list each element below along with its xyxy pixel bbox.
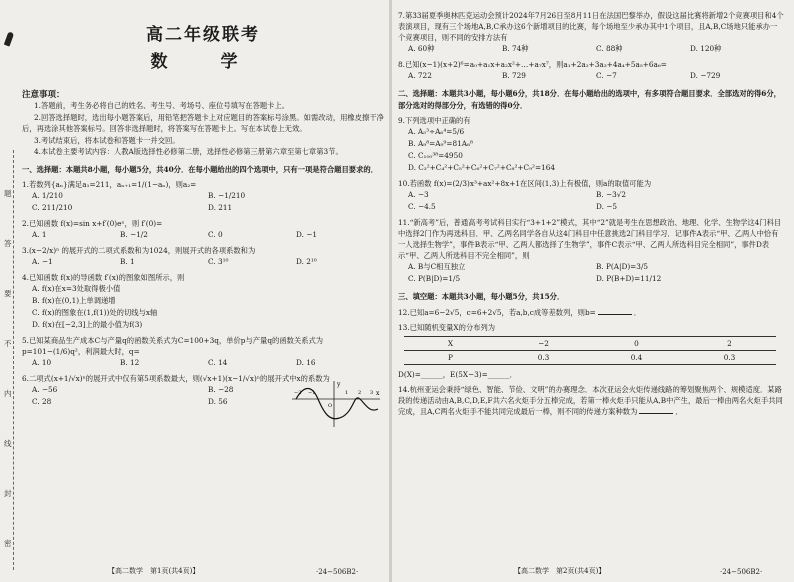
answer-option: B. −1/210 bbox=[208, 191, 246, 200]
margin-char: 要 bbox=[4, 289, 12, 298]
question-stem: 2.已知函数 f(x)=sin x+f′(0)eˣ，则 f′(0)= bbox=[22, 219, 163, 228]
note-item: 3.考试结束后，将本试卷和答题卡一并交回。 bbox=[34, 135, 180, 145]
table-row bbox=[404, 336, 776, 350]
table-cell: 2 bbox=[683, 336, 776, 350]
option-list bbox=[398, 189, 784, 213]
table-cell: 0.3 bbox=[497, 350, 590, 364]
answer-option: B. A₉⁸=A₉⁹=81A₈⁸ bbox=[408, 139, 473, 148]
note-item: 2.回答选择题时，选出每小题答案后，用铅笔把答题卡上对应题目的答案标号涂黑。如需改动，用橡皮擦干净后，再选涂其他答案标号。回答非选择题时，将答案写在答题卡上。写在本试卷上无效。 bbox=[22, 112, 384, 133]
answer-option: D. −729 bbox=[690, 71, 721, 80]
answer-option: A. f(x)在x=3处取得极小值 bbox=[32, 284, 121, 293]
margin-char: 答 bbox=[4, 239, 12, 248]
question-13-blanks: D(X)=______，E(5X−3)=______． bbox=[398, 369, 517, 379]
question-stem: 4.已知函数 f(x)的导函数 f′(x)的图象如图所示，则 bbox=[22, 273, 185, 282]
answer-option: B. P(A|D)=3/5 bbox=[596, 262, 649, 271]
page-1 bbox=[22, 6, 384, 578]
tick-label: 3 bbox=[370, 390, 374, 396]
exam-title: 高二年级联考 bbox=[146, 25, 260, 45]
binding-margin bbox=[1, 150, 17, 570]
answer-option: B. −28 bbox=[208, 385, 234, 394]
margin-char: 线 bbox=[4, 439, 12, 448]
distribution-table bbox=[404, 336, 776, 365]
table-cell: P bbox=[404, 350, 497, 364]
answer-option: A. 1 bbox=[32, 230, 47, 239]
question-stem: 5.已知某商品生产成本C与产量q的函数关系式为C=100+3q，单价p与产量q的函数关系式为p=101−(1/6)q²，利润最大时，q= bbox=[22, 336, 324, 356]
answer-option: C. P(B|D)=1/5 bbox=[408, 274, 461, 283]
option-list bbox=[22, 283, 272, 331]
answer-option: C. −4.5 bbox=[408, 202, 436, 211]
question-stem: 1.若数列{aₙ}满足a₁=211，aₙ₊₁=1/(1−aₙ)，则a₂= bbox=[22, 180, 197, 189]
derivative-graph bbox=[290, 379, 382, 429]
page-footer: 【高二数学 第1页(共4页)】 bbox=[108, 567, 200, 575]
option-list bbox=[22, 190, 384, 214]
answer-option: C. C₁₀₀³⁸=4950 bbox=[408, 151, 463, 160]
option-list bbox=[398, 43, 784, 55]
answer-option: A. 10 bbox=[32, 358, 52, 367]
question-14: 14.杭州亚运会秉持“绿色、智能、节俭、文明”的办赛理念．本次亚运会火炬传递线路的筹划聚焦两个、规模适度．某路段的传递活动由A,B,C,D,E,F共六名火炬手分五棒完成，若第一棒火炬手只能从A,B中产生，最后一棒由两名火炬手共同完成，且A,C两名火炬手不能共同完成最后一棒，则不同的传递方案种数为 ． bbox=[398, 384, 783, 416]
table-cell: 0.4 bbox=[590, 350, 683, 364]
answer-option: A. 722 bbox=[408, 71, 432, 80]
page-fold bbox=[389, 0, 392, 582]
answer-option: C. f(x)的图象在(1,f(1))处的切线与x轴 bbox=[32, 308, 158, 317]
question-stem: 10.若函数 f(x)=(2/3)x³+ax²+8x+1在区间(1,3)上有极值，则a的取值可能为 bbox=[398, 179, 652, 188]
answer-option: C. −7 bbox=[596, 71, 617, 80]
question-list bbox=[398, 10, 784, 82]
axis-label-y: y bbox=[337, 381, 341, 388]
answer-option: B. 1 bbox=[120, 257, 135, 266]
margin-char: 密 bbox=[4, 539, 12, 548]
tick-label: 1 bbox=[345, 390, 349, 396]
punch-mark bbox=[4, 31, 14, 46]
answer-option: D. −1 bbox=[296, 230, 317, 239]
answer-option: C. 211/210 bbox=[32, 203, 73, 212]
option-list bbox=[22, 357, 384, 369]
question-stem: 11.“新高考”后，普通高考考试科目实行“3+1+2”模式，其中“2”就是考生在思想政治、地理、化学、生物学这4门科目中选择2门作为再选科目．甲、乙两名同学各自从这4门科目中任意挑选2门科目学习．记事件A表示“甲、乙两人中恰有一人选择生物学”，事件B表示“甲、乙两人都选择了生物学”，事件C表示“甲、乙两人所选科目完全相同”，事件D表示“甲、乙两人所选科目不完全相同”，则 bbox=[398, 218, 782, 260]
page-code: ·24−506B2· bbox=[316, 568, 359, 576]
margin-char: 不 bbox=[4, 339, 12, 348]
option-list bbox=[22, 229, 384, 241]
table-cell: 0 bbox=[590, 336, 683, 350]
margin-char: 内 bbox=[4, 389, 12, 398]
answer-option: C. 88种 bbox=[596, 44, 623, 53]
answer-option: D. C₃²+C₄²+C₅²+C₆²+C₇²+C₈²+C₉²=164 bbox=[408, 163, 555, 172]
question-12: 12.已知a=6−2√5，c=6+2√5，若a,b,c成等差数列，则b= ． bbox=[398, 307, 642, 317]
axis-label-x: x bbox=[376, 390, 380, 397]
answer-option: D. 2¹⁰ bbox=[296, 257, 317, 266]
table-cell: 0.3 bbox=[683, 350, 776, 364]
answer-option: A. −56 bbox=[32, 385, 58, 394]
section-3-heading: 三、填空题：本题共3小题，每小题5分，共15分． bbox=[398, 292, 565, 301]
question-text: 12.已知a=6−2√5，c=6+2√5，若a,b,c成等差数列，则b= bbox=[398, 307, 596, 317]
answer-option: C. 3¹⁰ bbox=[208, 257, 229, 266]
answer-option: A. 1/210 bbox=[32, 191, 63, 200]
option-list bbox=[398, 70, 784, 82]
question-stem: 7.第33届夏季奥林匹克运动会预计2024年7月26日至8月11日在法国巴黎举办，假设这届比赛将新增2个竞赛项目和4个表演项目，现有三个场地A,B,C承办这6个新增项目的比赛，每个场地至少承办其中1个项目，且A,B,C场地只能承办一个竞赛项目，则不同的安排方法有 bbox=[398, 11, 784, 42]
answer-option: B. f(x)在(0,1)上单调递增 bbox=[32, 296, 116, 305]
section-2-heading: 二、选择题：本题共3小题，每小题6分，共18分．在每小题给出的选项中，有多项符合题目要求．全部选对的得6分，部分选对的得部分分，有选错的得0分． bbox=[398, 89, 781, 110]
table-cell: −2 bbox=[497, 336, 590, 350]
answer-option: B. 12 bbox=[120, 358, 140, 367]
answer-option: D. 56 bbox=[208, 397, 228, 406]
question-stem: 6.二项式(x+1/√x)ⁿ的展开式中仅有第5项系数最大，则(√x+1)(x−1/√x)ⁿ的展开式中x的系数为 bbox=[22, 374, 330, 383]
note-item: 1.答题前，考生务必将自己的姓名、考生号、考场号、座位号填写在答题卡上。 bbox=[34, 101, 290, 110]
answer-option: A. −3 bbox=[408, 190, 429, 199]
answer-option: D. 16 bbox=[296, 358, 316, 367]
tick-label: O bbox=[328, 403, 333, 409]
answer-option: D. 211 bbox=[208, 203, 233, 212]
page-footer: 【高二数学 第2页(共4页)】 bbox=[514, 567, 606, 575]
answer-option: D. 120种 bbox=[690, 44, 722, 53]
question-text: 14.杭州亚运会秉持“绿色、智能、节俭、文明”的办赛理念．本次亚运会火炬传递线路的筹划聚焦两个、规模适度．某路段的传递活动由A,B,C,D,E,F共六名火炬手分五棒完成，若第一棒火炬手只能从A,B中产生，最后一棒由两名火炬手共同完成，且A,C两名火炬手不能共同完成最后一棒，则不同的传递方案种数为 bbox=[398, 384, 783, 416]
answer-option: B. −1/2 bbox=[120, 230, 148, 239]
question-stem: 8.已知(x−1)(x+2)⁶=a₀+a₁x+a₂x²+…+a₇x⁷，则a₁+2a₂+3a₃+4a₄+5a₅+6a₆= bbox=[398, 60, 667, 69]
page-2 bbox=[398, 6, 784, 578]
notes-heading: 注意事项： bbox=[22, 90, 65, 100]
answer-option: A. 60种 bbox=[408, 44, 435, 53]
page-code: ·24−506B2· bbox=[720, 568, 763, 576]
answer-option: C. 28 bbox=[32, 397, 52, 406]
option-list bbox=[398, 261, 784, 285]
option-list bbox=[398, 126, 784, 174]
margin-char: 封 bbox=[4, 489, 12, 498]
answer-option: B. 74种 bbox=[502, 44, 529, 53]
question-13: 13.已知随机变量X的分布列为 bbox=[398, 322, 496, 332]
note-item: 4.本试卷主要考试内容：人教A版选择性必修第二册，选择性必修第三册第六章至第七章第3节。 bbox=[34, 147, 343, 156]
answer-blank bbox=[639, 413, 673, 414]
tick-label: 2 bbox=[358, 390, 362, 396]
question-list bbox=[22, 179, 384, 408]
answer-option: B. 729 bbox=[502, 71, 526, 80]
option-list bbox=[22, 256, 384, 268]
question-list bbox=[398, 115, 784, 285]
answer-option: D. P(B+D)=11/12 bbox=[596, 274, 662, 283]
answer-option: B. −3√2 bbox=[596, 190, 627, 199]
answer-option: A. −1 bbox=[32, 257, 53, 266]
exam-subject: 数 学 bbox=[150, 52, 256, 72]
answer-option: A. A₅³÷A₆⁴=5/6 bbox=[408, 127, 465, 136]
answer-option: A. B与C相互独立 bbox=[408, 262, 466, 271]
answer-option: D. f(x)在[−2,3]上的最小值为f(3) bbox=[32, 320, 143, 329]
question-stem: 9.下列选项中正确的有 bbox=[398, 116, 471, 125]
answer-blank bbox=[598, 314, 632, 315]
answer-option: C. 14 bbox=[208, 358, 228, 367]
margin-char: 题 bbox=[4, 189, 12, 198]
section-1-heading: 一、选择题：本题共8小题，每小题5分，共40分．在每小题给出的四个选项中，只有一项是符合题目要求的． bbox=[22, 164, 378, 174]
tick-label: −2 bbox=[294, 390, 302, 396]
answer-option: C. 0 bbox=[208, 230, 223, 239]
tick-label: −1 bbox=[308, 390, 316, 396]
question-stem: 3.(x−2/x)ⁿ 的展开式的二项式系数和为1024，则展开式的各项系数和为 bbox=[22, 246, 256, 255]
table-cell: X bbox=[404, 336, 497, 350]
answer-option: D. −5 bbox=[596, 202, 617, 211]
table-row bbox=[404, 350, 776, 364]
